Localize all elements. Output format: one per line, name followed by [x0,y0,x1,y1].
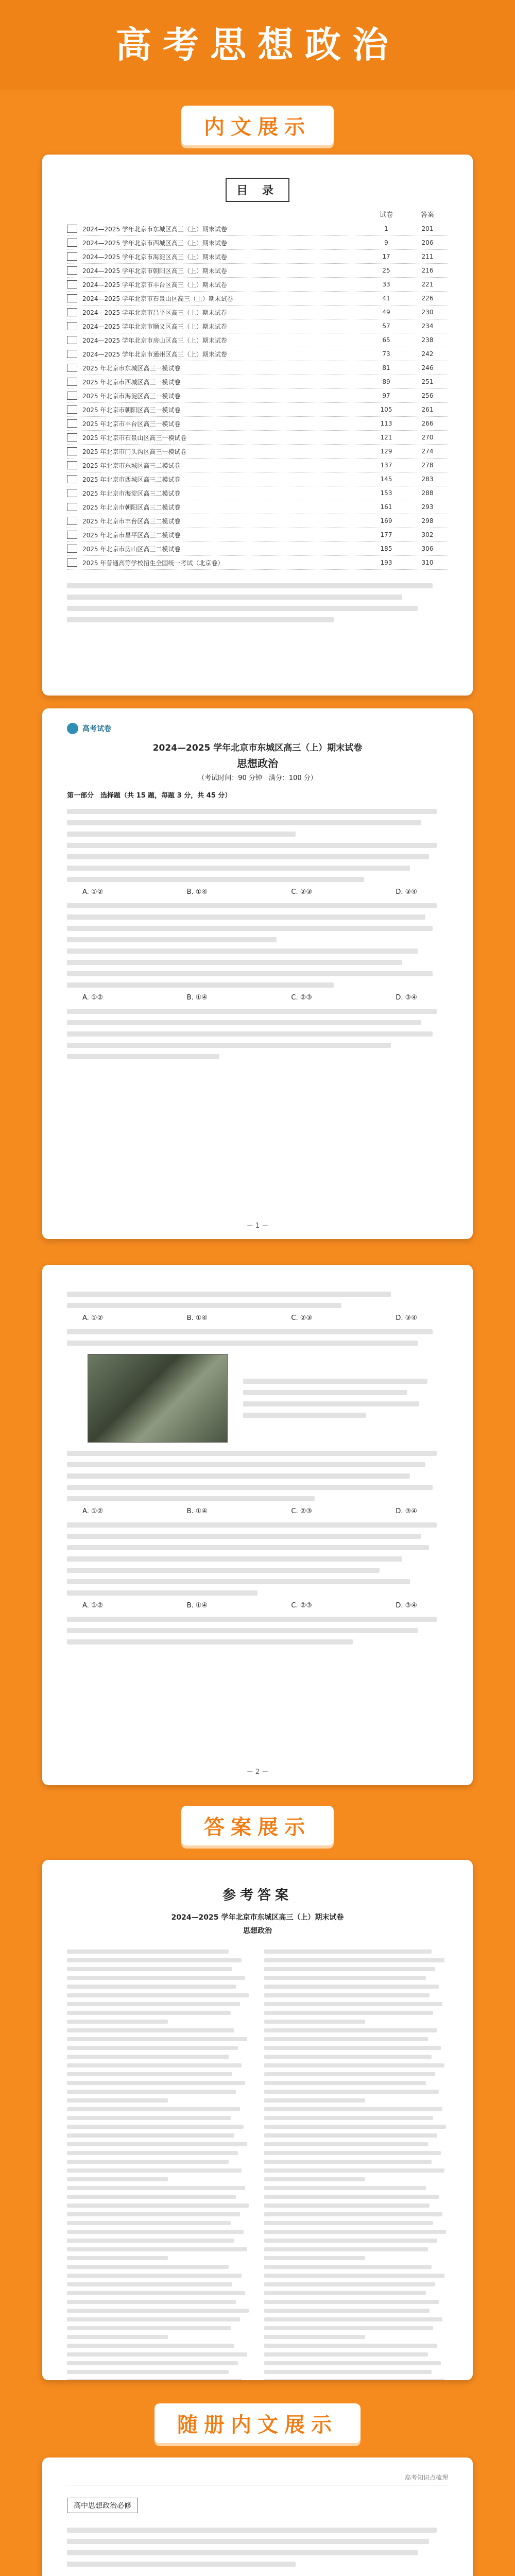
page-number: － 1 － [246,1222,269,1230]
toc-entry-page: 105 [380,406,392,413]
toc-entry-title: 2024—2025 学年北京市西城区高三（上）期末试卷 [82,239,227,247]
toc-entry-page: 169 [380,517,392,524]
checkbox-icon [67,225,77,233]
toc-entry-page: 49 [382,309,390,316]
toc-entry-title: 2025 年北京市昌平区高三二模试卷 [82,531,181,539]
toc-entry-page: 65 [382,336,390,344]
toc-row [67,236,448,250]
part-one-heading: 第一部分 选择题（共 15 题，每题 3 分，共 45 分） [67,792,232,800]
toc-entry-page: 193 [380,559,392,566]
page-number-2: － 2 － [246,1768,269,1776]
toc-entry-page: 1 [384,225,388,232]
toc-list [67,222,448,570]
checkbox-icon [67,336,77,344]
toc-entry-title: 2025 年北京市门头沟区高三一模试卷 [82,448,187,455]
answer-column-left [67,1945,251,2380]
toc-row [67,417,448,431]
toc-entry-answer-page: 246 [421,364,434,371]
toc-row [67,222,448,236]
checkbox-icon [67,252,77,261]
toc-entry-title: 2025 年北京市丰台区高三一模试卷 [82,420,181,428]
toc-entry-title: 2025 年北京市东城区高三一模试卷 [82,364,181,372]
toc-entry-title: 2025 年北京市石景山区高三一模试卷 [82,434,187,442]
checkbox-icon [67,503,77,511]
toc-entry-answer-page: 283 [421,476,434,483]
toc-row [67,528,448,542]
checkbox-icon [67,531,77,539]
toc-entry-page: 73 [382,350,390,358]
toc-row [67,361,448,375]
top-banner [0,0,515,90]
toc-page [42,155,473,696]
answer-title: 参考答案 [222,1888,293,1903]
checkbox-icon [67,405,77,414]
toc-row [67,347,448,361]
toc-entry-title: 2024—2025 学年北京市通州区高三（上）期末试卷 [82,350,227,358]
toc-entry-page: 145 [380,476,392,483]
toc-entry-page: 17 [382,253,390,260]
toc-entry-title: 2024—2025 学年北京市顺义区高三（上）期末试卷 [82,323,227,330]
toc-row [67,542,448,556]
toc-entry-page: 81 [382,364,390,371]
question-options-2: A. ①② B. ①④ C. ②③ D. ③④ [82,994,417,1002]
checkbox-icon [67,266,77,275]
paper-logo-text: 高考试卷 [82,725,111,733]
toc-row [67,389,448,403]
exam-page-1 [42,708,473,1239]
checkbox-icon [67,280,77,289]
toc-entry-title: 2025 年北京市西城区高三一模试卷 [82,378,181,386]
toc-entry-page: 137 [380,462,392,469]
toc-entry-page: 33 [382,281,390,288]
content-preview-label: 内文展示 [181,106,334,145]
toc-row [67,431,448,445]
checkbox-icon [67,378,77,386]
toc-entry-answer-page: 302 [421,531,434,538]
toc-entry-page: 129 [380,448,392,455]
toc-row [67,278,448,292]
logo-circle-icon [67,723,78,734]
question-options-5: A. ①② B. ①④ C. ②③ D. ③④ [82,1602,417,1609]
booklet-header: 高考知识点梳理 [67,2473,448,2485]
checkbox-icon [67,545,77,553]
toc-row [67,500,448,514]
toc-entry-answer-page: 201 [421,225,434,232]
checkbox-icon [67,475,77,483]
toc-entry-title: 2024—2025 学年北京市朝阳区高三（上）期末试卷 [82,267,227,275]
toc-row [67,472,448,486]
toc-entry-answer-page: 274 [421,448,434,455]
booklet-preview-label: 随册内文展示 [154,2403,360,2443]
toc-entry-title: 2024—2025 学年北京市昌平区高三（上）期末试卷 [82,309,227,316]
paper-meta: （考试时间：90 分钟 满分：100 分） [198,774,317,782]
toc-heading: 目 录 [226,178,289,202]
toc-entry-answer-page: 270 [421,434,434,441]
answer-preview-header [0,1806,515,1845]
question-options-4: A. ①② B. ①④ C. ②③ D. ③④ [82,1507,417,1515]
checkbox-icon [67,447,77,455]
toc-entry-page: 161 [380,503,392,511]
toc-row [67,556,448,570]
knowledge-point-title: 高中思想政治必修 [67,2498,138,2513]
toc-entry-page: 177 [380,531,392,538]
toc-entry-page: 97 [382,392,390,399]
paper-subject: 思想政治 [237,757,278,770]
toc-entry-answer-page: 310 [421,559,434,566]
toc-entry-answer-page: 206 [421,239,434,246]
checkbox-icon [67,419,77,428]
toc-entry-answer-page: 221 [421,281,434,288]
toc-column-headers [67,209,448,219]
answer-preview-label: 答案展示 [181,1806,334,1845]
toc-entry-page: 9 [384,239,388,246]
toc-entry-answer-page: 216 [421,267,434,274]
toc-entry-answer-page: 242 [421,350,434,358]
toc-entry-title: 2025 年北京市丰台区高三二模试卷 [82,517,181,525]
toc-entry-title: 2025 年北京市房山区高三二模试卷 [82,545,181,553]
toc-col-page: 试卷 [379,211,393,219]
toc-entry-page: 153 [380,489,392,497]
exam-page-2 [42,1265,473,1785]
toc-col-answer: 答案 [420,211,434,219]
toc-row [67,319,448,333]
answer-columns [67,1945,448,2380]
exam-photo [88,1354,228,1443]
toc-entry-answer-page: 238 [421,336,434,344]
toc-entry-title: 2025 年北京市朝阳区高三一模试卷 [82,406,181,414]
toc-entry-answer-page: 261 [421,406,434,413]
toc-entry-title: 2024—2025 学年北京市石景山区高三（上）期末试卷 [82,295,233,302]
question-options: A. ①② B. ①④ C. ②③ D. ③④ [82,888,417,896]
toc-entry-title: 2025 年北京市海淀区高三二模试卷 [82,489,181,497]
toc-entry-answer-page: 211 [421,253,434,260]
toc-entry-title: 2024—2025 学年北京市丰台区高三（上）期末试卷 [82,281,227,289]
paper-title: 2024—2025 学年北京市东城区高三（上）期末试卷 [152,743,363,753]
checkbox-icon [67,294,77,302]
booklet-page-1 [42,2458,473,2576]
toc-row [67,375,448,389]
toc-entry-answer-page: 306 [421,545,434,552]
checkbox-icon [67,489,77,497]
toc-entry-answer-page: 298 [421,517,434,524]
answer-subject: 思想政治 [243,1927,272,1935]
checkbox-icon [67,322,77,330]
toc-entry-answer-page: 278 [421,462,434,469]
toc-entry-answer-page: 251 [421,378,434,385]
toc-entry-page: 25 [382,267,390,274]
toc-entry-page: 185 [380,545,392,552]
answer-paper-title: 2024—2025 学年北京市东城区高三（上）期末试卷 [171,1913,344,1922]
toc-entry-answer-page: 256 [421,392,434,399]
checkbox-icon [67,433,77,442]
checkbox-icon [67,364,77,372]
answer-column-right [264,1945,448,2380]
toc-entry-title: 2024—2025 学年北京市海淀区高三（上）期末试卷 [82,253,227,261]
toc-row [67,445,448,459]
toc-row [67,333,448,347]
toc-row [67,264,448,278]
toc-row [67,250,448,264]
toc-row [67,514,448,528]
checkbox-icon [67,392,77,400]
question-options-3: A. ①② B. ①④ C. ②③ D. ③④ [82,1314,417,1322]
checkbox-icon [67,308,77,316]
paper-logo [67,723,448,734]
checkbox-icon [67,461,77,469]
toc-entry-page: 113 [380,420,392,427]
toc-row [67,403,448,417]
toc-entry-answer-page: 230 [421,309,434,316]
banner-title: 高考思想政治 [115,24,400,66]
toc-entry-page: 57 [382,323,390,330]
checkbox-icon [67,558,77,567]
content-preview-header [0,106,515,145]
toc-entry-answer-page: 234 [421,323,434,330]
toc-row [67,292,448,306]
toc-entry-title: 2025 年北京市西城区高三二模试卷 [82,476,181,483]
toc-entry-title: 2024—2025 学年北京市东城区高三（上）期末试卷 [82,225,227,233]
toc-entry-title: 2025 年北京市海淀区高三一模试卷 [82,392,181,400]
toc-entry-title: 2024—2025 学年北京市房山区高三（上）期末试卷 [82,336,227,344]
checkbox-icon [67,517,77,525]
toc-row [67,306,448,319]
question-figure [88,1354,448,1443]
toc-entry-page: 121 [380,434,392,441]
toc-entry-title: 2025 年普通高等学校招生全国统一考试（北京卷） [82,559,224,567]
toc-entry-page: 41 [382,295,390,302]
toc-row [67,459,448,472]
booklet-preview-header [0,2403,515,2443]
toc-entry-answer-page: 288 [421,489,434,497]
toc-row [67,486,448,500]
toc-entry-page: 89 [382,378,390,385]
toc-entry-answer-page: 226 [421,295,434,302]
toc-entry-answer-page: 293 [421,503,434,511]
answer-page [42,1860,473,2380]
checkbox-icon [67,350,77,358]
toc-entry-answer-page: 266 [421,420,434,427]
toc-entry-title: 2025 年北京市朝阳区高三二模试卷 [82,503,181,511]
toc-entry-title: 2025 年北京市东城区高三二模试卷 [82,462,181,469]
checkbox-icon [67,239,77,247]
